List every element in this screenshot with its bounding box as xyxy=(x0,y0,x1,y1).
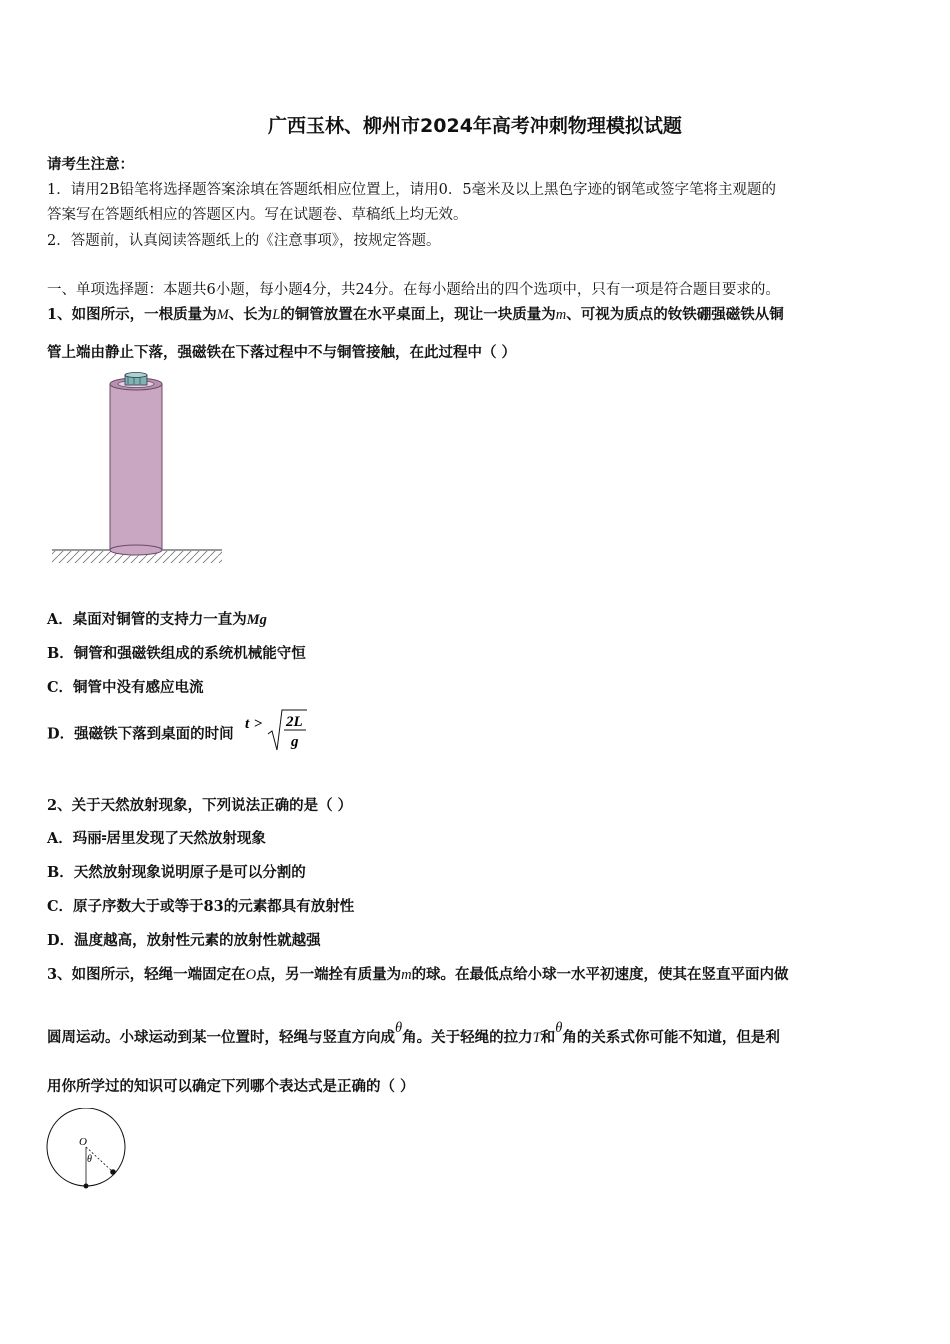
magnet-top xyxy=(125,373,147,378)
q2-option-d: D．温度越高，放射性元素的放射性就越强 xyxy=(47,932,321,949)
q1-text-c: 的铜管放置在水平桌面上，现让一块质量为 xyxy=(280,306,556,323)
q2-option-c: C．原子序数大于或等于83的元素都具有放射性 xyxy=(47,898,355,915)
q1-stem-line1 xyxy=(47,303,784,324)
q3-stem-line3: 用你所学过的知识可以确定下列哪个表达式是正确的（ ） xyxy=(47,1078,415,1095)
q3-text-c: 的球。在最低点给小球一水平初速度，使其在竖直平面内做 xyxy=(411,966,789,983)
q1-option-a xyxy=(47,608,267,629)
q3-var-m: m xyxy=(401,967,412,983)
page-title: 广西玉林、柳州市2024年高考冲刺物理模拟试题 xyxy=(268,115,682,137)
q3-text-g: 角的关系式你可能不知道，但是利 xyxy=(562,1029,780,1046)
q1-var-m: m xyxy=(555,307,567,323)
q3-var-theta-2: θ xyxy=(555,1020,563,1036)
circular-motion-figure xyxy=(42,1108,132,1190)
q1-option-c: C．铜管中没有感应电流 xyxy=(47,679,204,696)
q3-stem-line1 xyxy=(47,963,789,984)
notice-item1-line2: 答案写在答题纸相应的答题区内。写在试题卷、草稿纸上均无效。 xyxy=(47,207,468,223)
q1-var-L: L xyxy=(272,307,281,323)
q1-var-M: M xyxy=(216,307,229,323)
q1-option-a-var: Mg xyxy=(246,612,267,628)
q2-option-b: B．天然放射现象说明原子是可以分割的 xyxy=(47,864,306,881)
copper-tube-body xyxy=(110,384,162,550)
formula-denominator: g xyxy=(290,734,299,750)
q2-stem: 2、关于天然放射现象，下列说法正确的是（ ） xyxy=(47,797,353,814)
q1-text-a: 1、如图所示，一根质量为 xyxy=(47,306,217,323)
formula-t: t xyxy=(244,716,249,732)
formula-numerator: 2L xyxy=(285,714,303,730)
formula-gt: > xyxy=(253,716,263,732)
notice-heading: 请考生注意： xyxy=(47,156,134,173)
q3-var-O: O xyxy=(245,967,257,983)
q1-option-d xyxy=(47,712,309,754)
lowest-point-dot xyxy=(84,1184,89,1189)
q1-stem-line2: 管上端由静止下落，强磁铁在下落过程中不与铜管接触，在此过程中（ ） xyxy=(47,344,517,361)
q3-text-d: 圆周运动。小球运动到某一位置时，轻绳与竖直方向成 xyxy=(47,1029,395,1046)
q1-option-d-formula xyxy=(243,704,309,754)
ball xyxy=(110,1169,116,1175)
q1-option-d-text: D．强磁铁下落到桌面的时间 xyxy=(47,725,234,743)
q3-var-theta-1: θ xyxy=(395,1020,403,1036)
copper-tube-figure xyxy=(50,372,225,572)
section1-heading: 一、单项选择题：本题共6小题，每小题4分，共24分。在每小题给出的四个选项中，只有一项是符合题目要求的。 xyxy=(47,282,780,298)
q3-text-b: 点，另一端拴有质量为 xyxy=(256,966,402,983)
q2-option-a: A．玛丽⹀居里发现了天然放射现象 xyxy=(47,830,266,847)
notice-item1-line1: 1．请用2B铅笔将选择题答案涂填在答题纸相应位置上，请用0．5毫米及以上黑色字迹的钢笔或签字笔将主观题的 xyxy=(47,182,777,198)
label-theta: θ xyxy=(87,1154,92,1165)
q1-option-a-text: A．桌面对铜管的支持力一直为 xyxy=(47,611,247,628)
copper-tube-bottom xyxy=(110,545,162,555)
label-O: O xyxy=(79,1136,87,1148)
q1-text-b: 、长为 xyxy=(228,306,273,323)
q3-text-a: 3、如图所示，轻绳一端固定在 xyxy=(47,966,246,983)
notice-item2: 2．答题前，认真阅读答题纸上的《注意事项》，按规定答题。 xyxy=(47,233,441,249)
q1-text-d: 、可视为质点的钕铁硼强磁铁从铜 xyxy=(566,306,784,323)
q3-var-T: T xyxy=(532,1030,541,1046)
q1-option-b: B．铜管和强磁铁组成的系统机械能守恒 xyxy=(47,645,306,662)
q3-stem-line2 xyxy=(47,1020,780,1047)
q3-text-f: 和 xyxy=(540,1029,556,1046)
q3-text-e: 角。关于轻绳的拉力 xyxy=(402,1029,533,1046)
